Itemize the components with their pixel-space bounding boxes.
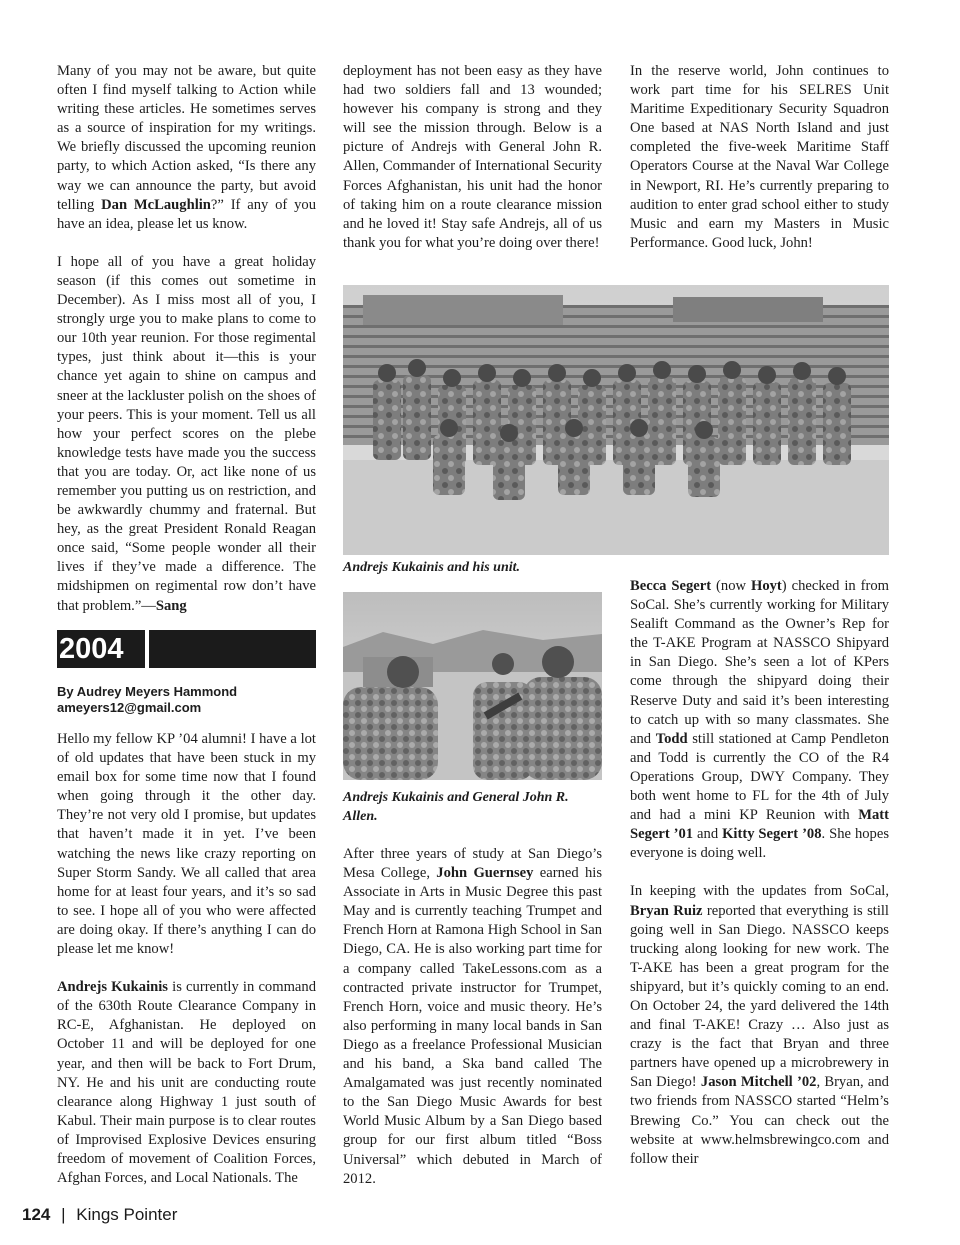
bold-name: Becca Segert: [630, 578, 712, 594]
paragraph: Many of you may not be aware, but quite often I find myself talking to Action while writing these articles. He sometimes serves as a source of inspiration for my writings. We briefly discussed the upcoming reunion party, to which Action asked, “Is there any way we can announce the party, but avoid telling Dan McLaughlin?” If any of you have an idea, please let us know.: [57, 63, 316, 232]
banner-bar: [149, 630, 316, 668]
column-3-bottom: [630, 577, 889, 1188]
bold-name: Kitty Segert ’08: [722, 826, 822, 843]
column-2-bottom: [343, 845, 602, 1208]
column-2-top: [343, 62, 602, 272]
paragraph: I hope all of you have a great holiday season (if this comes out sometime in December). As I miss most all of you, I strongly urge you to make plans to come to our 10th year reunion. For those regimental types, just think about it—this is your chance yet again to shine on campus and sneer at the lackluster polish on the shoes of your peers. This is your moment. Tell us all how your perfect scores on the plebe knowledge tests have made you the success that you are today. Or, act like none of us remember you putting us on restriction, and be awkwardly chummy and fraternal. But hey, as the great President Ronald Reagan once said, “Some people wonder all their lives if they’ve made a difference. The midshipmen on regimental row don’t have that problem.”—Sang: [57, 253, 316, 614]
general-photo: [343, 592, 602, 780]
bold-name: Andrejs Kukainis: [57, 979, 168, 996]
paragraph: Hello my fellow KP ’04 alumni! I have a lot of old updates that have been stuck in my email box for some time now that I found when going through it the other day. They’re not very old I promise, but updates that haven’t made it in yet. I’ve been watching the news like crazy reporting on Super Storm Sandy. We all called that area home for at least four years, and it’s so sad to see. I hope all of you who were affected are doing okay. If there’s anything I can do please let me know!: [57, 731, 316, 958]
column-3-top: [630, 62, 889, 272]
paragraph: Andrejs Kukainis is currently in command of the 630th Route Clearance Company in RC-E, Afghanistan. He deployed on October 11 and will be deployed for one year, and then will be back to Fort Drum, NY. He and his unit are conducting route clearance along Highway 1 just south of Kabul. Their main purpose is to clear routes of Improvised Explosive Devices ensuring freedom of movement of Coalition Forces, Afghan Forces, and Local Nationals. The: [57, 979, 316, 1187]
bold-name: Sang: [155, 597, 187, 614]
paragraph: Becca Segert (now Hoyt) checked in from SoCal. She’s currently working for Military Sealift Command as the Owner’s Rep for the T-AKE Program at NASSCO Shipyard in San Diego. She’s seen a lot of KPers come through the shipyard doing their Reserve Duty and said it’s been interesting to catch up with so many classmates. She and Todd still stationed at Camp Pendleton and Todd is currently the CO of the R4 Operations Group, DWY Company. They both went home to FL for the 4th of July and had a mini KP Reunion with Matt Segert ’01 and Kitty Segert ’08. She hopes everyone is doing well.: [630, 578, 889, 862]
class-year-banner: [57, 630, 316, 668]
bold-name: John Guernsey: [436, 865, 534, 882]
column-1-bottom: [57, 730, 316, 1207]
publication-name: Kings Pointer: [76, 1205, 178, 1224]
paragraph: deployment has not been easy as they have had two soldiers fall and 13 wounded; however his company is strong and they will see the mission through. Below is a picture of Andrejs with General John R. Allen, Commander of International Security Forces Afghanistan, his unit had the honor of taking him on a route clearance mission and he loved it! Stay safe Andrejs, all of us thank you for what you’re doing over there!: [343, 63, 602, 251]
paragraph: After three years of study at San Diego’s Mesa College, John Guernsey earned his Associate in Arts in Music Degree this past May and is currently teaching Trumpet and French Horn at Ramona High School in San Diego, CA. He is also working part time for a company called TakeLessons.com as a contracted private instructor for Trumpet, French Horn, voice and music theory. He’s also performing in many local bands in San Diego as a freelance Professional Musician and his band, a Ska band called The Amalgamated was just recently nominated to the San Diego Music Awards for best World Music Album by a San Diego based group for our first album titled “Boss Universal” which debuted in March of 2012.: [343, 846, 602, 1187]
byline-author: By Audrey Meyers Hammond: [57, 684, 238, 699]
page-footer: [22, 1205, 177, 1225]
general-photo-image: [343, 592, 602, 780]
bold-name: Bryan Ruiz: [630, 902, 703, 919]
column-1-top: [57, 62, 316, 635]
footer-separator: |: [61, 1205, 66, 1224]
bold-name: Jason Mitchell ’02: [700, 1074, 817, 1091]
bold-name: Dan McLaughlin: [101, 196, 211, 213]
unit-photo-caption: Andrejs Kukainis and his unit.: [343, 560, 521, 575]
bold-name: Hoyt: [750, 578, 782, 594]
byline-email: ameyers12@gmail.com: [57, 700, 202, 715]
general-photo-caption: Andrejs Kukainis and General John R. Allen.: [343, 790, 569, 824]
bold-name: Matt Segert ’01: [630, 807, 889, 843]
paragraph: In the reserve world, John continues to work part time for his SELRES Unit Maritime Expeditionary Security Squadron One based at NAS North Island and just completed the five-week Maritime Staff Operators Course at the Naval War College in Newport, RI. He’s currently preparing to audition to enter grad school either to study Music and earn my Masters in Music Performance. Good luck, John!: [630, 63, 889, 251]
unit-photo-image: [343, 285, 889, 555]
class-year-label: 2004: [57, 630, 145, 668]
page-number: 124: [22, 1205, 51, 1224]
byline: [57, 684, 316, 716]
bold-name: Todd: [655, 730, 688, 747]
unit-photo: [343, 285, 889, 555]
paragraph: In keeping with the updates from SoCal, Bryan Ruiz reported that everything is still going well in San Diego. NASSCO keeps trucking along looking for new work. The T-AKE has been a great program for the shipyard, but it’s quickly coming to an end. On October 24, the yard delivered the 14th and final T-AKE! Crazy … Also just as crazy is the fact that Bryan and three partners have opened up a microbrewery in San Diego! Jason Mitchell ’02, Bryan, and two friends from NASSCO started “Helm’s Brewing Co.” You can check out the website at www.helmsbrewingco.com and follow their: [630, 883, 889, 1167]
